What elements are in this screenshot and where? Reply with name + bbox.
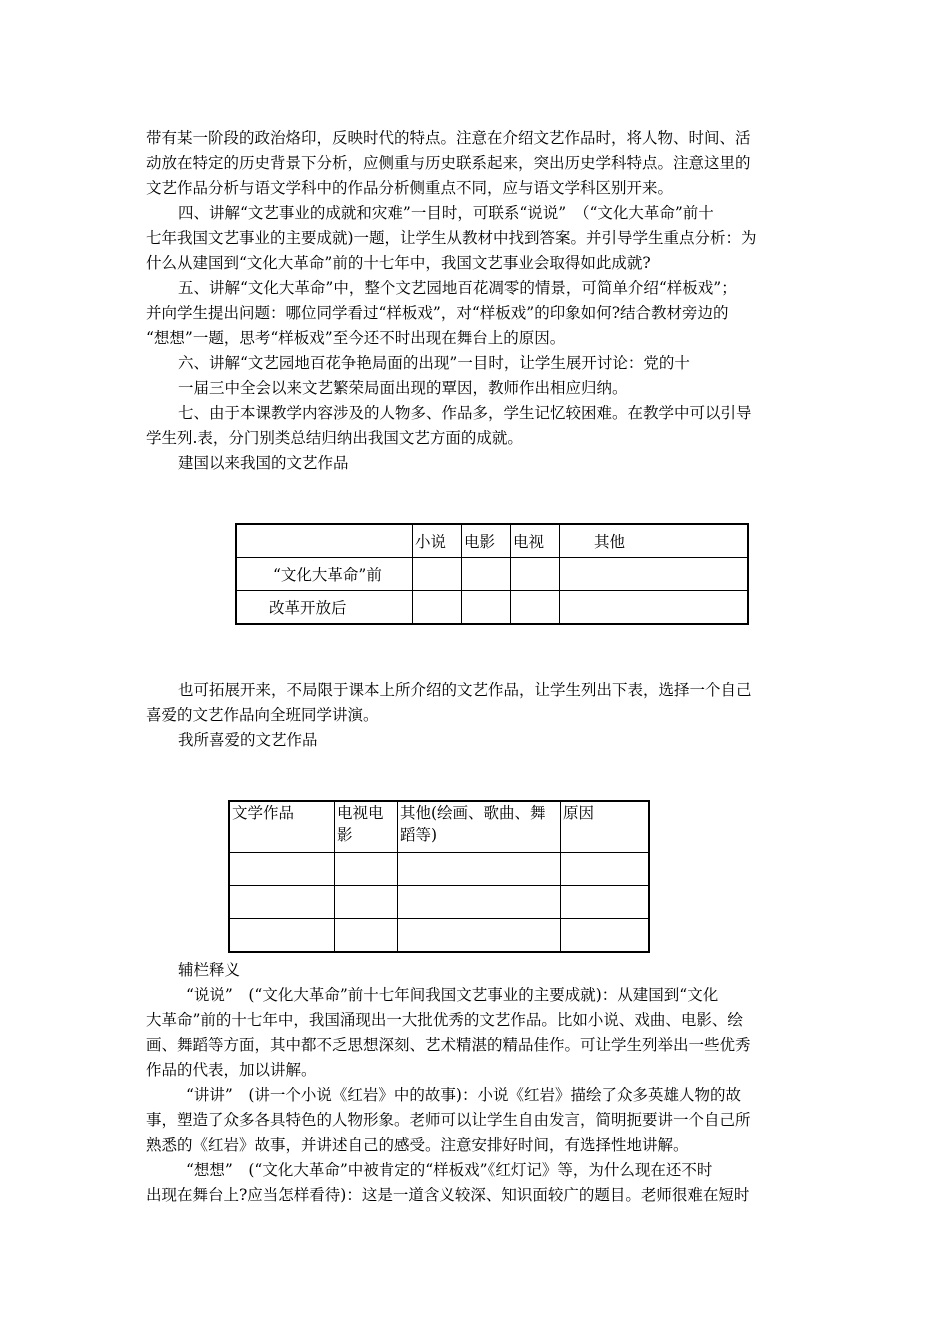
paragraph-line: 文艺作品分析与语文学科中的作品分析侧重点不同，应与语文学科区别开来。 [146,179,674,197]
paragraph-line: “想想”一题，思考“样板戏”至今还不时出现在舞台上的原因。 [146,329,566,347]
table-cell: 改革开放后 [236,591,413,625]
table-row [229,853,649,886]
table-header-row [229,801,649,853]
table-cell [560,591,749,625]
section-heading: 辅栏释义 [178,961,241,979]
table-header-cell: 文学作品 [229,801,335,853]
table-row [236,558,748,591]
table-cell [335,919,398,953]
table-header-cell: 其他(绘画、歌曲、舞蹈等) [398,801,561,853]
table-header-cell: 小说 [413,524,462,558]
paragraph-line: 动放在特定的历史背景下分析，应侧重与历史联系起来，突出历史学科特点。注意这里的 [146,154,751,172]
paragraph-line: “说说” (“文化大革命”前十七年间我国文艺事业的主要成就)：从建国到“文化 [186,986,719,1004]
paragraph-line: 带有某一阶段的政治烙印，反映时代的特点。注意在介绍文艺作品时，将人物、时间、活 [146,129,751,147]
table-caption: 建国以来我国的文艺作品 [178,454,349,472]
table-header-row [236,524,748,558]
paragraph-line: 学生列.表，分门别类总结归纳出我国文艺方面的成就。 [146,429,523,447]
paragraph-line: 并向学生提出问题：哪位同学看过“样板戏”，对“样板戏”的印象如何?结合教材旁边的 [146,304,729,322]
table-cell [413,558,462,591]
paragraph-line: 六、讲解“文艺园地百花争艳局面的出现”一目时，让学生展开讨论：党的十 [178,354,690,372]
table-cell [561,886,650,919]
table-header-cell: 原因 [561,801,650,853]
table-header-cell: 电影 [462,524,511,558]
paragraph-line: 四、讲解“文艺事业的成就和灾难”一目时，可联系“说说” （“文化大革命”前十 [178,204,714,222]
table-cell [335,853,398,886]
table-header-cell: 电视 [511,524,560,558]
table-cell [560,558,749,591]
paragraph-line: “想想” (“文化大革命”中被肯定的“样板戏”《红灯记》等，为什么现在还不时 [186,1161,713,1179]
table-cell [229,886,335,919]
table-cell [561,853,650,886]
table-header-cell: 电视电影 [335,801,398,853]
table-row [229,886,649,919]
paragraph-line: 作品的代表，加以讲解。 [146,1061,317,1079]
paragraph-line: 喜爱的文艺作品向全班同学讲演。 [146,706,379,724]
table-cell [335,886,398,919]
paragraph-line: 一届三中全会以来文艺繁荣局面出现的覃因，教师作出相应归纳。 [178,379,628,397]
paragraph-line: 熟悉的《红岩》故事，并讲述自己的感受。注意安排好时间，有选择性地讲解。 [146,1136,689,1154]
table-cell [398,853,561,886]
paragraph-line: 也可拓展开来，不局限于课本上所介绍的文艺作品，让学生列出下表，选择一个自己 [178,681,752,699]
table-cell [462,558,511,591]
table-cell [398,919,561,953]
table-cell [413,591,462,625]
paragraph-line: “讲讲” (讲一个小说《红岩》中的故事)：小说《红岩》描绘了众多英雄人物的故 [186,1086,741,1104]
table-cell [511,591,560,625]
paragraph-line: 什么从建国到“文化大革命”前的十七年中，我国文艺事业会取得如此成就? [146,254,651,272]
paragraph-line: 七、由于本课教学内容涉及的人物多、作品多，学生记忆较困难。在教学中可以引导 [178,404,752,422]
table-cell: “文化大革命”前 [236,558,413,591]
paragraph-line: 大革命”前的十七年中，我国涌现出一大批优秀的文艺作品。比如小说、戏曲、电影、绘 [146,1011,743,1029]
table-caption: 我所喜爱的文艺作品 [178,731,318,749]
table-row [229,919,649,953]
favorite-works-table [228,800,650,953]
paragraph-line: 画、舞蹈等方面，其中都不乏思想深刻、艺术精湛的精品佳作。可让学生列举出一些优秀 [146,1036,751,1054]
works-table [235,523,749,625]
table-cell [561,919,650,953]
paragraph-line: 出现在舞台上?应当怎样看待)：这是一道含义较深、知识面较广的题目。老师很难在短时 [146,1186,750,1204]
table-cell [398,886,561,919]
table-cell [229,919,335,953]
table-cell [462,591,511,625]
table-cell [229,853,335,886]
table-header-cell [236,524,413,558]
paragraph-line: 事，塑造了众多各具特色的人物形象。老师可以让学生自由发言，简明扼要讲一个自己所 [146,1111,751,1129]
paragraph-line: 五、讲解“文化大革命”中，整个文艺园地百花凋零的情景，可简单介绍“样板戏”； [178,279,737,297]
table-row [236,591,748,625]
table-cell [511,558,560,591]
paragraph-line: 七年我国文艺事业的主要成就)一题，让学生从教材中找到答案。并引导学生重点分析：为 [146,229,757,247]
table-header-cell: 其他 [560,524,749,558]
